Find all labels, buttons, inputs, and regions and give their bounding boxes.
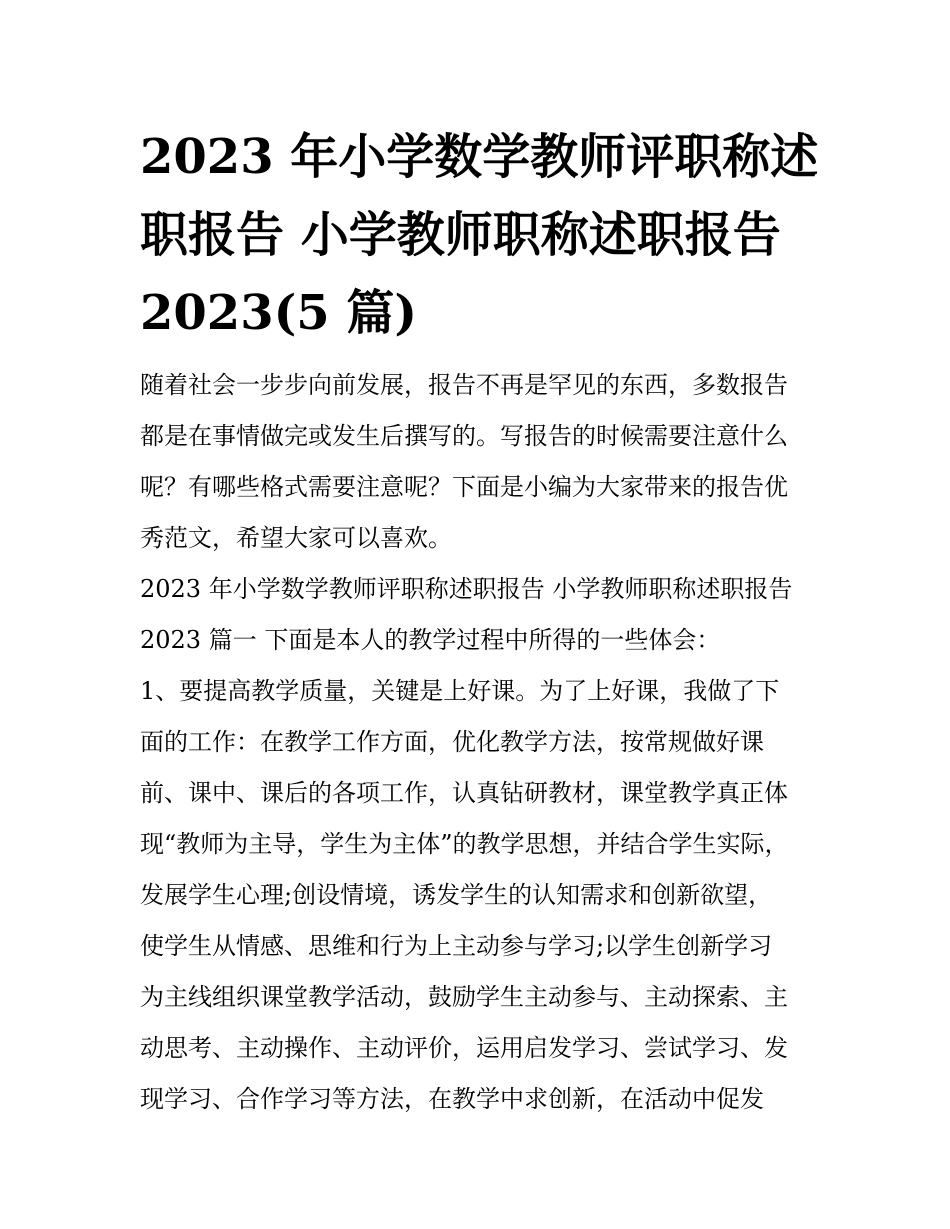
title-line: 2023 年小学数学教师评职称述 xyxy=(140,129,819,185)
body-line: 1、要提高教学质量，关键是上好课。为了上好课，我做了下 xyxy=(140,677,780,705)
body-line: 使学生从情感、思维和行为上主动参与学习;以学生创新学习 xyxy=(140,932,773,960)
title-line: 职报告 小学教师职称述职报告 xyxy=(140,207,781,263)
document-content xyxy=(140,118,820,1125)
body-line: 呢？有哪些格式需要注意呢？下面是小编为大家带来的报告优 xyxy=(140,473,788,501)
body-line: 秀范文，希望大家可以喜欢。 xyxy=(140,524,452,552)
document-body xyxy=(140,360,820,1125)
body-line: 现学习、合作学习等方法，在教学中求创新，在活动中促发 xyxy=(140,1085,764,1113)
title-line: 2023(5 篇) xyxy=(140,285,418,341)
body-line: 动思考、主动操作、主动评价，运用启发学习、尝试学习、发 xyxy=(140,1034,788,1062)
body-line: 现“教师为主导，学生为主体”的教学思想，并结合学生实际， xyxy=(140,830,789,858)
body-line: 随着社会一步步向前发展，报告不再是罕见的东西，多数报告 xyxy=(140,371,788,399)
body-line: 前、课中、课后的各项工作，认真钻研教材，课堂教学真正体 xyxy=(140,779,788,807)
body-line: 2023 篇一 下面是本人的教学过程中所得的一些体会： xyxy=(140,626,721,654)
body-line: 发展学生心理;创设情境，诱发学生的认知需求和创新欲望， xyxy=(140,881,773,909)
document-title xyxy=(140,118,820,352)
body-line: 面的工作：在教学工作方面，优化教学方法，按常规做好课 xyxy=(140,728,764,756)
body-line: 都是在事情做完或发生后撰写的。写报告的时候需要注意什么 xyxy=(140,422,788,450)
body-line: 2023 年小学数学教师评职称述职报告 小学教师职称述职报告 xyxy=(140,575,793,603)
body-line: 为主线组织课堂教学活动，鼓励学生主动参与、主动探索、主 xyxy=(140,983,788,1011)
